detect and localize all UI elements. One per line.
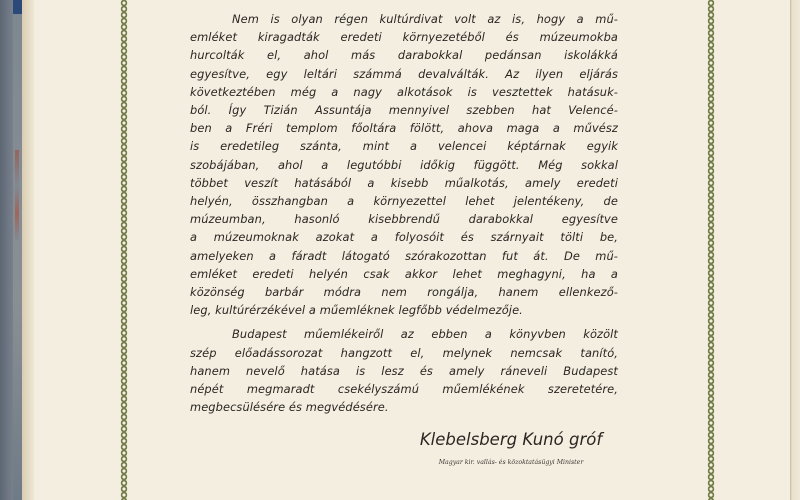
text-line: szép előadássorozat hangzott el, melynek nemcsak tanító, xyxy=(190,345,618,360)
text-line: múzeumban, hasonló kisebbrendű darabokkal egyesítve xyxy=(190,212,618,227)
text-line: egyesítve, egy leltári számmá devalválták. Az ilyen eljárás xyxy=(190,66,618,81)
text-line: szobájában, ahol a legutóbbi időkig függött. Még sokkal xyxy=(190,157,618,172)
text-line: ben a Fréri templom főoltára fölött, ahova maga a művész xyxy=(190,121,618,136)
page-right-edge xyxy=(790,0,800,500)
signature-title: Magyar kir. vallás- és közoktatásügyi Minister xyxy=(438,459,584,466)
page-gutter xyxy=(22,0,34,500)
text-line: megbecsülésére és megvédésére. xyxy=(190,400,389,415)
text-line: közönség barbár módra nem rongálja, hanem ellenkező- xyxy=(190,285,618,300)
paragraph-2 xyxy=(190,325,618,416)
text-line: hanem nevelő hatása is lesz és amely ráneveli Budapest xyxy=(190,363,618,378)
body-text xyxy=(190,10,618,416)
decorative-border-left xyxy=(120,0,128,500)
signature-name: Klebelsberg Kunó gróf xyxy=(419,430,603,449)
text-line: leg, kultúrérzékével a műemléknek legfőbb védelmezője. xyxy=(190,303,523,318)
text-line: népét megmaradt csekélyszámú műemlékének szeretetére, xyxy=(190,382,618,397)
text-line: a múzeumoknak azokat a folyosóit és szárnyait tölti be, xyxy=(190,230,618,245)
text-line: amelyeken a fáradt látogató szórakozottan fut át. De mű- xyxy=(190,248,618,263)
text-line: helyén, összhangban a környezettel lehet jelentékeny, de xyxy=(190,194,618,209)
text-line: következtében még a nagy alkotások is vesztettek hatásuk- xyxy=(190,84,618,99)
text-line: többet veszít hatásából a kisebb műalkotás, amely eredeti xyxy=(190,175,618,190)
text-line: emléket eredeti helyén csak akkor lehet meghagyni, ha a xyxy=(190,266,618,281)
book-cover-edge xyxy=(13,0,22,500)
text-line: ból. Így Tizián Assuntája mennyivel szebben hat Velencé- xyxy=(190,103,618,118)
text-line: Nem is olyan régen kultúrdivat volt az is, hogy a mű- xyxy=(232,12,618,26)
text-line: hurcolták el, ahol más darabokkal pedánsan iskolákká xyxy=(190,48,618,63)
text-line: Budapest műemlékeiről az ebben a könyvben közölt xyxy=(232,327,618,342)
decorative-border-right xyxy=(707,0,715,500)
paragraph-1 xyxy=(190,10,618,319)
text-line: emléket kiragadták eredeti környezetéből és múzeumokba xyxy=(190,30,618,45)
text-line: is eredetileg szánta, mint a velencei képtárnak egyik xyxy=(190,139,618,154)
